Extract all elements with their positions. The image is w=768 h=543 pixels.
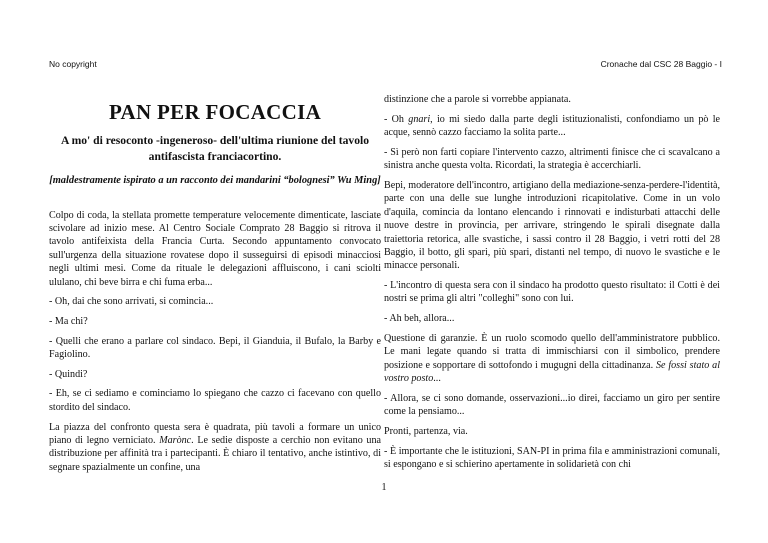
italic-run: gnari bbox=[408, 113, 431, 125]
article-subtitle: A mo' di resoconto -ingeneroso- dell'ultima riunione del tavolo antifascista franciacortino. bbox=[60, 134, 370, 163]
paragraph: - L'incontro di questa sera con il sindaco ha prodotto questo risultato: il Cotti è dei nostri se prima gli altri "colleghi" sono con lui. bbox=[384, 280, 720, 305]
paragraph: - Ma chi? bbox=[49, 315, 88, 327]
paragraph: Bepi, moderatore dell'incontro, artigiano della mediazione-senza-perdere-l'identità, parte con una delle sue lunghe introduzioni ricapitolative. Come in un volo d'aquila, comincia da lontano elencando i rinnovati e indisturbati attacchi delle nuove destre in provincia, per arrivare, stringendo le spirali disegnate dalla traiettoria retorica, alle svastiche, i sassi contro il 28 Baggio, i vetri rotti del 28 Baggio, il botto, gli spari, più spari, distanti nel tempo, di nuovo le svastiche e le minacce personali. bbox=[384, 179, 720, 272]
paragraph: - Ah beh, allora... bbox=[384, 313, 455, 325]
paragraph: - Quindi? bbox=[49, 368, 88, 380]
paragraph: Colpo di coda, la stellata promette temperature velocemente dimenticate, lasciate scivolare ad inizio mese. Al Centro Sociale Comprato 28 Baggio si ritrova il tavolo antifeixista della Francia Curta. Secondo appuntamento convocato sull'urgenza della situazione rovatese dopo il susseguirsi di episodi minacciosi negli ultimi mesi. Come da rituale le delegazioni affluiscono, i cani sciolti ululano, chi beve birra e chi fuma erba... bbox=[49, 209, 381, 288]
italic-run: Marònc bbox=[159, 434, 192, 446]
article-title: PAN PER FOCACCIA bbox=[108, 100, 322, 124]
text-run: , io mi siedo dalla parte degli istituzionalisti, confondiamo un pò le acque, sennò cazzo facciamo la solita parte... bbox=[384, 113, 720, 139]
text-run: ... bbox=[433, 373, 441, 385]
text-run: - Oh bbox=[384, 113, 409, 125]
page-number: 1 bbox=[381, 482, 387, 493]
paragraph bbox=[384, 332, 720, 386]
paragraph: - Eh, se ci sediamo e cominciamo lo spiegano che cazzo ci facevano con quello stordito del sindaco. bbox=[49, 388, 381, 413]
text-run: La piazza del confronto questa sera è quadrata, più tavoli a formare un unico piano di legno verniciato. bbox=[49, 421, 381, 446]
text-run: Questione di garanzie. È un ruolo scomodo quello dell'amministratore pubblico. Le mani legate quando si tratta di immischiarsi con il simbolico, prendere posizione e sopportare di sottofondo i mugugni della cittadinanza. bbox=[384, 332, 720, 371]
paragraph bbox=[49, 421, 381, 475]
paragraph: Pronti, partenza, via. bbox=[384, 425, 468, 437]
italic-run: Se fossi stato al vostro posto bbox=[384, 359, 720, 385]
left-column bbox=[49, 93, 381, 480]
paragraph bbox=[384, 113, 720, 140]
article-note: [maldestramente ispirato a un racconto dei mandarini “bolognesi” Wu Ming] bbox=[49, 175, 381, 186]
paragraph: distinzione che a parole si vorrebbe appianata. bbox=[384, 94, 571, 105]
paragraph: - Quelli che erano a parlare col sindaco. Bepi, il Gianduia, il Bufalo, la Barby e Fagiolino. bbox=[49, 335, 381, 361]
text-run: . Le sedie disposte a cerchio non evitano una distribuzione per affinità tra i partecipanti. È chiaro il tentativo, anche istintivo, di segnare spazialmente un confine, una bbox=[49, 434, 381, 473]
right-column bbox=[384, 93, 720, 478]
left-body bbox=[49, 209, 381, 475]
header-right: Cronache dal CSC 28 Baggio - I bbox=[600, 59, 722, 69]
paragraph: - Oh, dai che sono arrivati, si comincia... bbox=[49, 296, 214, 308]
paragraph: - Sì però non farti copiare l'intervento cazzo, altrimenti finisce che ci scavalcano a sinistra anche questa volta. Ricordati, la strategia è accerchiarli. bbox=[384, 146, 720, 172]
paragraph: - Allora, se ci sono domande, osservazioni...io direi, facciamo un giro per sentire come la pensiamo... bbox=[384, 392, 720, 418]
header-left: No copyright bbox=[49, 59, 97, 69]
paragraph: - È importante che le istituzioni, SAN-PI in prima fila e amministrazioni comunali, si espongano e si schierino apertamente in solidarietà con chi bbox=[384, 445, 720, 471]
